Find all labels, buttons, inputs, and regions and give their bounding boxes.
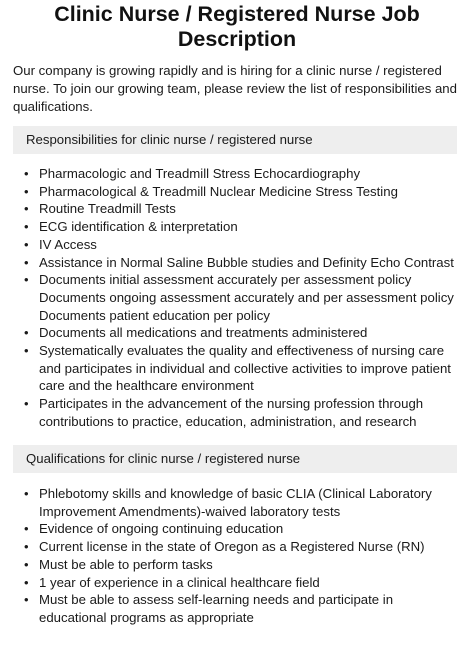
list-item-text: Must be able to assess self-learning needs and participate in educational programs as appropriate — [39, 592, 394, 625]
bullet-icon: • — [24, 556, 29, 572]
bullet-icon: • — [24, 396, 29, 412]
bullet-icon: • — [24, 325, 29, 341]
list-item — [23, 183, 463, 201]
list-item-text: Systematically evaluates the quality and effectiveness of nursing care and participates in individual and collective activities to improve patient care and the healthcare environment — [39, 343, 451, 394]
list-item-text: Pharmacologic and Treadmill Stress Echocardiography — [39, 166, 361, 181]
bullet-icon: • — [24, 592, 29, 608]
list-item-text: Current license in the state of Oregon as a Registered Nurse (RN) — [39, 539, 425, 555]
list-item-text: Evidence of ongoing continuing education — [39, 521, 284, 537]
bullet-icon: • — [24, 486, 29, 501]
bullet-icon: • — [24, 521, 29, 537]
bullet-icon: • — [24, 166, 29, 181]
list-item-text: Phlebotomy skills and knowledge of basic CLIA (Clinical Laboratory Improvement Amendments)-waived laboratory tests — [39, 486, 432, 519]
list-item — [23, 591, 463, 626]
bullet-icon: • — [24, 183, 29, 199]
list-item — [23, 254, 463, 272]
list-item-text: IV Access — [39, 236, 97, 252]
bullet-icon: • — [24, 254, 29, 270]
responsibilities-heading: Responsibilities for clinic nurse / registered nurse — [13, 126, 457, 154]
bullet-icon: • — [24, 201, 29, 217]
list-item — [23, 236, 463, 254]
qualifications-heading: Qualifications for clinic nurse / registered nurse — [13, 445, 457, 473]
list-item — [23, 574, 463, 592]
list-item — [23, 165, 463, 183]
list-item-text: ECG identification & interpretation — [39, 219, 238, 235]
list-item — [23, 218, 463, 236]
list-item — [23, 485, 463, 520]
page-title: Clinic Nurse / Registered Nurse Job Description — [54, 2, 420, 51]
list-item-text: Participates in the advancement of the nursing profession through contributions to practice, education, administration, and research — [39, 396, 424, 429]
list-item-text: Documents initial assessment accurately per assessment policy Documents ongoing assessment accurately and per assessment policy Documents patient education per policy — [39, 272, 454, 323]
bullet-icon: • — [24, 219, 29, 235]
list-item — [23, 520, 463, 538]
list-item-text: Routine Treadmill Tests — [39, 201, 176, 217]
list-item — [23, 342, 463, 395]
responsibilities-list — [23, 165, 463, 431]
list-item-text: Must be able to perform tasks — [39, 556, 213, 572]
list-item — [23, 324, 463, 342]
list-item — [23, 271, 463, 324]
bullet-icon: • — [24, 236, 29, 252]
list-item — [23, 538, 463, 556]
list-item — [23, 395, 463, 430]
list-item-text: Documents all medications and treatments administered — [39, 325, 368, 341]
bullet-icon: • — [24, 574, 29, 590]
list-item — [23, 200, 463, 218]
list-item-text: Pharmacological & Treadmill Nuclear Medicine Stress Testing — [39, 183, 398, 199]
qualifications-list — [23, 485, 463, 627]
list-item-text: Assistance in Normal Saline Bubble studies and Definity Echo Contrast — [39, 254, 454, 270]
list-item — [23, 556, 463, 574]
bullet-icon: • — [24, 343, 29, 359]
bullet-icon: • — [24, 272, 29, 288]
intro-paragraph: Our company is growing rapidly and is hiring for a clinic nurse / registered nurse. To join our growing team, please review the list of responsibilities and qualifications. — [13, 63, 457, 114]
bullet-icon: • — [24, 539, 29, 555]
list-item-text: 1 year of experience in a clinical healthcare field — [39, 574, 320, 590]
